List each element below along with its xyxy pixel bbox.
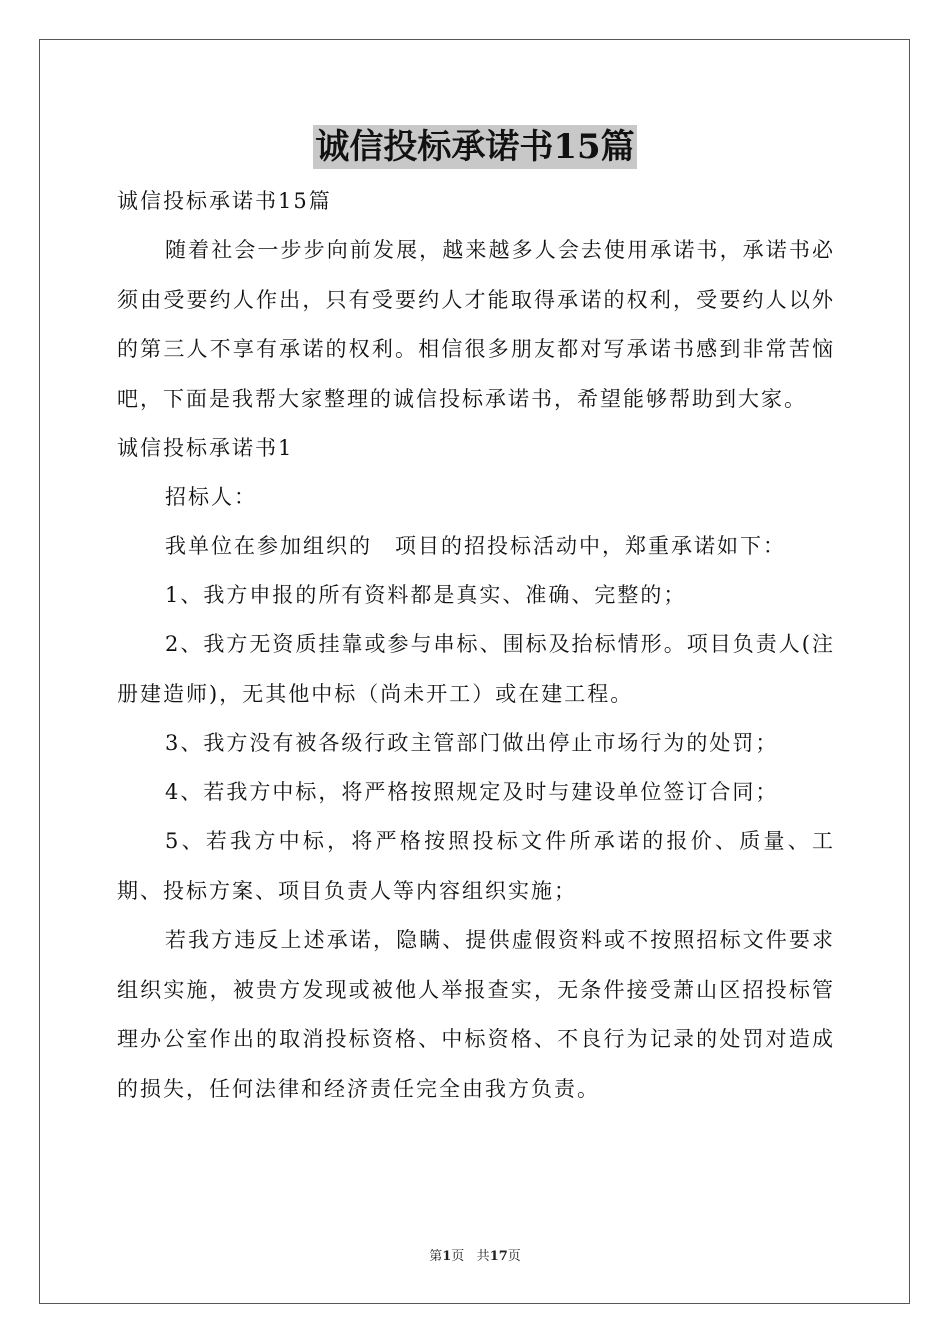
section-heading: 诚信投标承诺书1 [117,436,294,460]
page-title: 诚信投标承诺书15篇 [315,127,635,167]
subtitle: 诚信投标承诺书15篇 [117,189,332,213]
addressee: 招标人： [165,485,257,509]
page-suffix: 页 [451,1249,465,1264]
closing-paragraph: 若我方违反上述承诺，隐瞒、提供虚假资料或不按照招标文件要求组织实施，被贵方发现或被他人举报查实，无条件接受萧山区招投标管理办公室作出的取消投标资格、中标资格、不良行为记录的处罚对造成的损失，任何法律和经济责任完全由我方负责。 [117,928,835,1101]
document-body [117,177,835,1114]
commitment-item-4: 4、若我方中标，将严格按照规定及时与建设单位签订合同； [165,780,779,804]
opening-statement: 我单位在参加组织的 项目的招投标活动中，郑重承诺如下： [165,534,786,558]
total-suffix: 页 [507,1249,521,1264]
page-number: 1 [442,1249,452,1264]
commitment-item-5: 5、若我方中标，将严格按照投标文件所承诺的报价、质量、工期、投标方案、项目负责人等内容组织实施； [117,829,835,903]
commitment-item-3: 3、我方没有被各级行政主管部门做出停止市场行为的处罚； [165,731,779,755]
intro-paragraph: 随着社会一步步向前发展，越来越多人会去使用承诺书，承诺书必须由受要约人作出，只有受要约人才能取得承诺的权利，受要约人以外的第三人不享有承诺的权利。相信很多朋友都对写承诺书感到非常苦恼吧，下面是我帮大家整理的诚信投标承诺书，希望能够帮助到大家。 [117,238,835,411]
commitment-item-1: 1、我方申报的所有资料都是真实、准确、完整的； [165,583,687,607]
page-prefix: 第 [429,1249,443,1264]
page-footer [0,1248,950,1266]
total-prefix: 共 [476,1249,490,1264]
commitment-item-2: 2、我方无资质挂靠或参与串标、围标及抬标情形。项目负责人(注册建造师)，无其他中标（尚未开工）或在建工程。 [117,632,835,706]
total-pages: 17 [489,1249,508,1264]
title-wrap [0,125,950,169]
